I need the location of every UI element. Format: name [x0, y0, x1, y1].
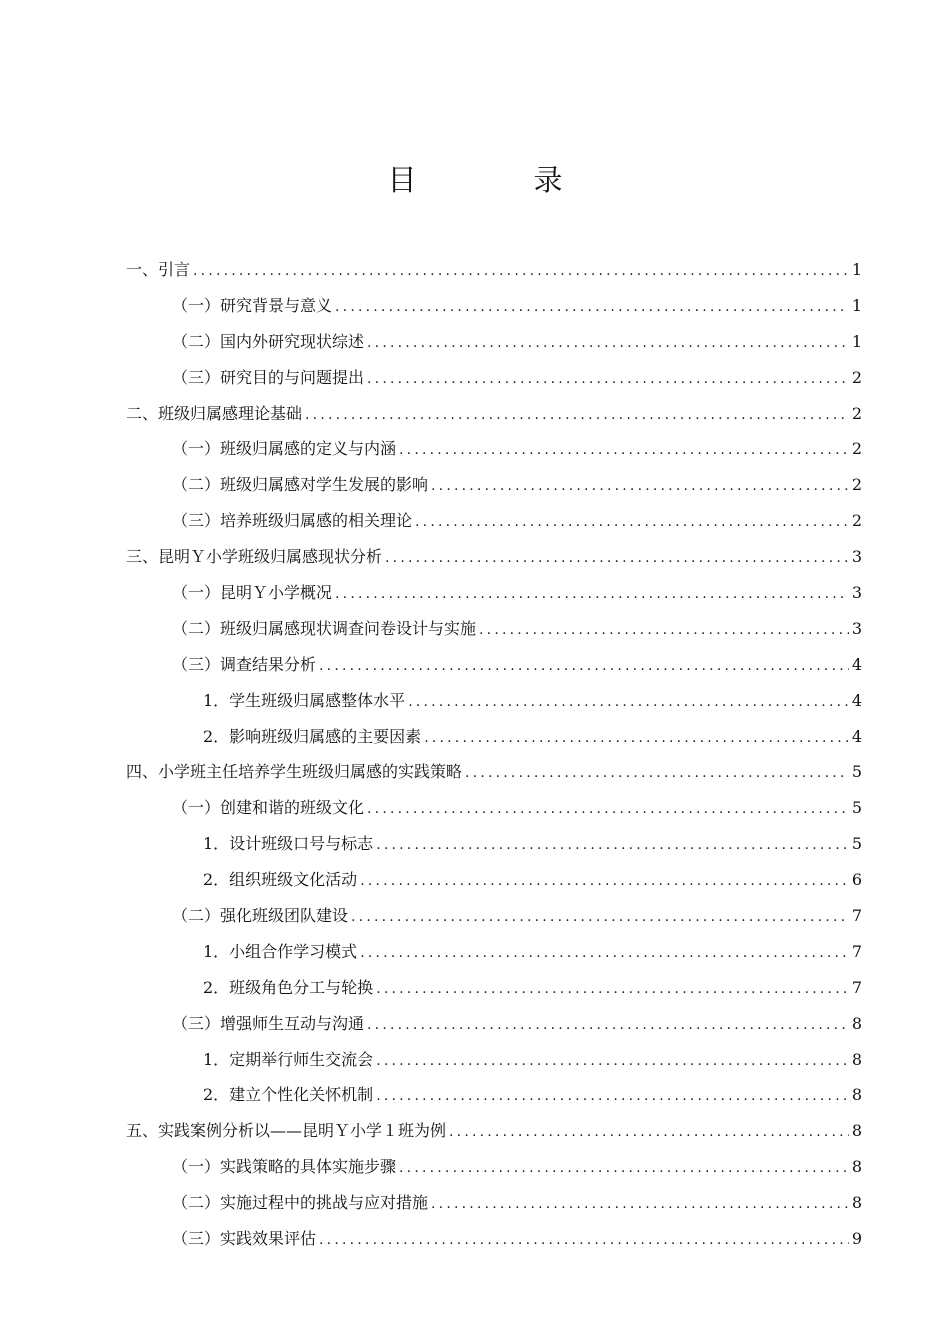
toc-page-number: 8: [851, 1085, 862, 1105]
toc-page-number: 4: [851, 726, 862, 746]
toc-entry-title: 四、小学班主任培养学生班级归属感的实践策略: [126, 762, 463, 782]
toc-entry[interactable]: [126, 970, 862, 1006]
toc-dot-leader: [360, 936, 849, 972]
toc-entry-title: （二）国内外研究现状综述: [172, 331, 365, 351]
toc-page-number: 9: [851, 1229, 862, 1249]
toc-dot-leader: [319, 649, 849, 685]
toc-entry[interactable]: [126, 1042, 862, 1078]
toc-page-number: 6: [851, 870, 862, 890]
toc-dot-leader: [367, 362, 849, 398]
toc-page-number: 8: [851, 1013, 862, 1033]
toc-dot-leader: [305, 398, 849, 434]
toc-page-number: 7: [851, 977, 862, 997]
toc-entry[interactable]: [126, 754, 862, 790]
toc-page-number: 3: [851, 547, 862, 567]
toc-page-number: 7: [851, 941, 862, 961]
toc-entry-title: 1．小组合作学习模式: [203, 941, 358, 961]
toc-dot-leader: [335, 577, 849, 613]
toc-entry[interactable]: [126, 1113, 862, 1149]
toc-entry-title: 三、昆明Ｙ小学班级归属感现状分析: [126, 547, 383, 567]
toc-page-number: 7: [851, 906, 862, 926]
toc-entry-title: （二）班级归属感现状调查问卷设计与实施: [172, 618, 477, 638]
toc-entry[interactable]: [126, 826, 862, 862]
toc-dot-leader: [367, 326, 849, 362]
toc-dot-leader: [479, 613, 849, 649]
toc-page-number: 2: [851, 475, 862, 495]
toc-entry[interactable]: [126, 647, 862, 683]
toc-entry-title: （一）昆明Ｙ小学概况: [172, 583, 333, 603]
toc-page-number: 5: [851, 762, 862, 782]
toc-page-number: 3: [851, 618, 862, 638]
toc-page-number: 1: [851, 260, 862, 279]
toc-dot-leader: [376, 828, 849, 864]
toc-entry[interactable]: [126, 396, 862, 432]
toc-page-number: 4: [851, 654, 862, 674]
toc-entry-title: （一）实践策略的具体实施步骤: [172, 1157, 397, 1177]
toc-page-number: 2: [851, 367, 862, 387]
toc-dot-leader: [335, 290, 849, 326]
toc-entry-title: （一）班级归属感的定义与内涵: [172, 439, 397, 459]
toc-dot-leader: [376, 1044, 849, 1080]
toc-page-number: 5: [851, 798, 862, 818]
toc-dot-leader: [449, 1115, 849, 1151]
toc-page-number: 2: [851, 403, 862, 423]
toc-entry[interactable]: [126, 1006, 862, 1042]
toc-page-number: 3: [851, 583, 862, 603]
table-of-contents: [126, 252, 862, 1257]
toc-entry-title: 2．影响班级归属感的主要因素: [203, 726, 422, 746]
toc-dot-leader: [367, 792, 849, 828]
toc-entry-title: 2．组织班级文化活动: [203, 870, 358, 890]
toc-entry[interactable]: [126, 790, 862, 826]
toc-entry-title: 1．学生班级归属感整体水平: [203, 690, 406, 710]
toc-dot-leader: [399, 433, 849, 469]
toc-dot-leader: [367, 1008, 849, 1044]
toc-entry[interactable]: [126, 252, 862, 288]
toc-page-number: 1: [851, 295, 862, 315]
toc-dot-leader: [376, 1079, 849, 1115]
toc-entry-title: （一）研究背景与意义: [172, 295, 333, 315]
toc-entry[interactable]: [126, 360, 862, 396]
toc-entry-title: （三）调查结果分析: [172, 654, 317, 674]
toc-entry[interactable]: [126, 539, 862, 575]
toc-title: 目 录: [387, 163, 607, 197]
toc-dot-leader: [431, 1187, 849, 1223]
toc-page-number: 2: [851, 511, 862, 531]
toc-page-number: 8: [851, 1049, 862, 1069]
toc-dot-leader: [415, 505, 849, 541]
toc-entry-title: 五、实践案例分析以——昆明Ｙ小学１班为例: [126, 1121, 447, 1141]
toc-entry[interactable]: [126, 1221, 862, 1257]
toc-dot-leader: [408, 685, 849, 721]
toc-entry[interactable]: [126, 288, 862, 324]
toc-dot-leader: [319, 1223, 849, 1259]
toc-entry-title: （三）实践效果评估: [172, 1229, 317, 1249]
toc-dot-leader: [431, 469, 849, 505]
toc-entry-title: 2．班级角色分工与轮换: [203, 977, 374, 997]
toc-page-number: 8: [851, 1157, 862, 1177]
toc-entry-title: （一）创建和谐的班级文化: [172, 798, 365, 818]
toc-entry-title: （三）培养班级归属感的相关理论: [172, 511, 413, 531]
toc-entry[interactable]: [126, 431, 862, 467]
toc-entry-title: （二）班级归属感对学生发展的影响: [172, 475, 429, 495]
toc-entry[interactable]: [126, 862, 862, 898]
toc-dot-leader: [376, 972, 849, 1008]
toc-entry-title: 2．建立个性化关怀机制: [203, 1085, 374, 1105]
toc-entry[interactable]: [126, 467, 862, 503]
toc-entry-title: （二）强化班级团队建设: [172, 906, 349, 926]
toc-dot-leader: [360, 864, 849, 900]
toc-entry-title: 1．定期举行师生交流会: [203, 1049, 374, 1069]
toc-dot-leader: [385, 541, 849, 577]
toc-dot-leader: [351, 900, 849, 936]
toc-entry-title: （三）增强师生互动与沟通: [172, 1013, 365, 1033]
toc-entry-title: （二）实施过程中的挑战与应对措施: [172, 1193, 429, 1213]
toc-entry[interactable]: [126, 719, 862, 755]
toc-entry[interactable]: [126, 683, 862, 719]
toc-page-number: 2: [851, 439, 862, 459]
toc-entry[interactable]: [126, 934, 862, 970]
toc-page-number: 5: [851, 834, 862, 854]
toc-entry[interactable]: [126, 1077, 862, 1113]
toc-page-number: 8: [851, 1193, 862, 1213]
toc-dot-leader: [399, 1151, 849, 1187]
toc-entry[interactable]: [126, 898, 862, 934]
toc-entry[interactable]: [126, 1149, 862, 1185]
toc-entry[interactable]: [126, 575, 862, 611]
toc-entry-title: 1．设计班级口号与标志: [203, 834, 374, 854]
toc-entry[interactable]: [126, 324, 862, 360]
toc-page-number: 4: [851, 690, 862, 710]
toc-dot-leader: [193, 254, 849, 290]
toc-entry-title: 二、班级归属感理论基础: [126, 403, 303, 423]
toc-page-number: 8: [851, 1121, 862, 1141]
toc-dot-leader: [424, 721, 849, 757]
toc-page-number: 1: [851, 331, 862, 351]
toc-entry[interactable]: [126, 1185, 862, 1221]
toc-entry[interactable]: [126, 611, 862, 647]
toc-entry[interactable]: [126, 503, 862, 539]
toc-entry-title: 一、引言: [126, 260, 191, 279]
toc-entry-title: （三）研究目的与问题提出: [172, 367, 365, 387]
toc-dot-leader: [465, 756, 849, 792]
